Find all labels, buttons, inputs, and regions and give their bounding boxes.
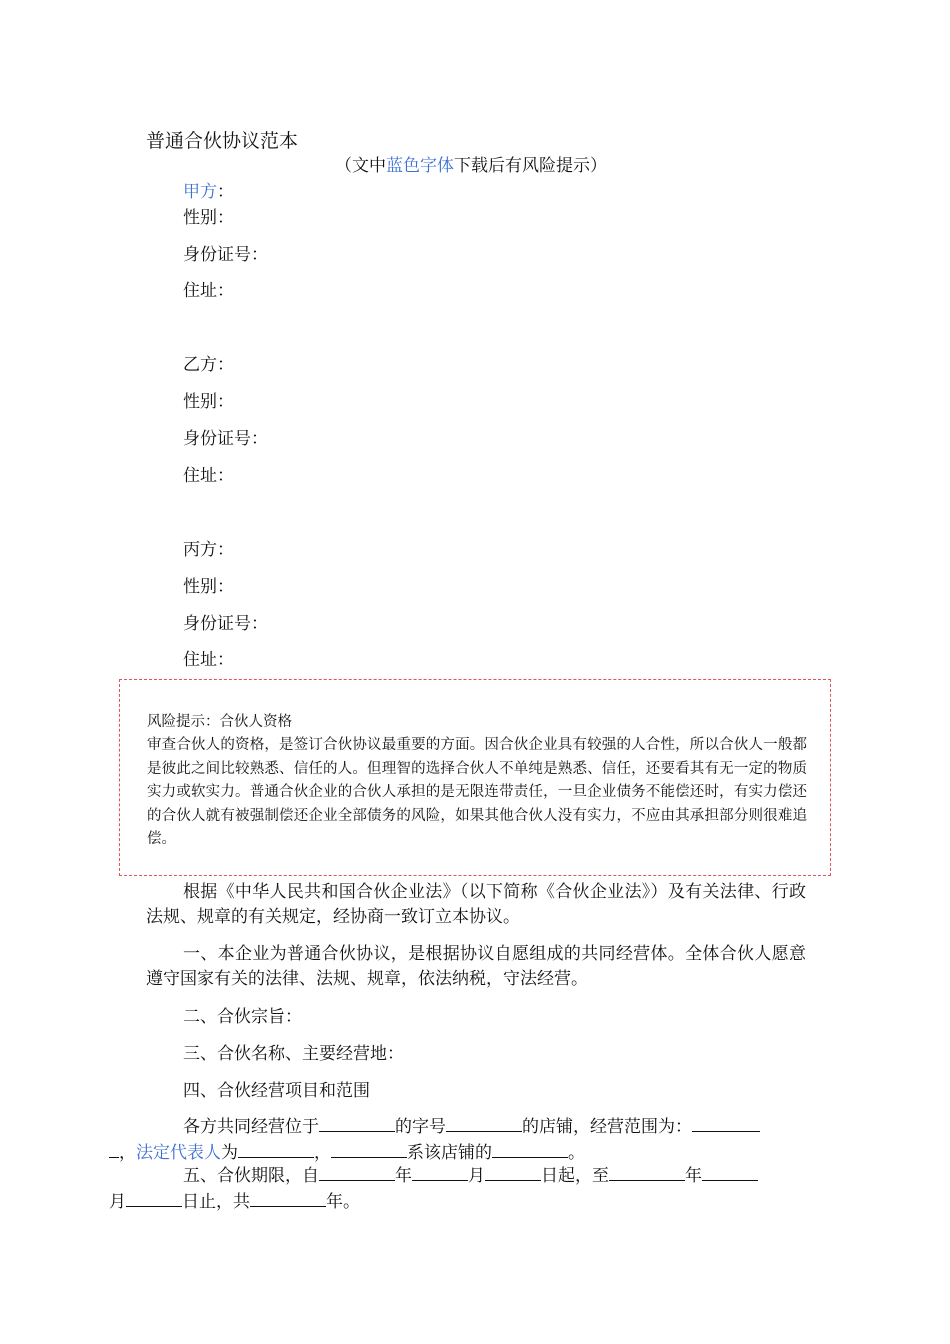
party-c-label: 丙方： xyxy=(183,540,234,560)
document-title: 普通合伙协议范本 xyxy=(146,130,299,152)
blank-total-years xyxy=(250,1189,326,1207)
risk-warning-body: 审查合伙人的资格，是签订合伙协议最重要的方面。因合伙企业具有较强的人合性，所以合伙人一般都是彼此之间比较熟悉、信任的人。但理智的选择合伙人不单纯是熟悉、信任，还要看其有无一定的物质实力或软实力。普通合伙企业的合伙人承担的是无限连带责任，一旦企业债务不能偿还时，有实力偿还的合伙人就有被强制偿还企业全部债务的风险，如果其他合伙人没有实力，不应由其承担部分则很难追偿。 xyxy=(147,737,807,848)
clause-4-text-b: 的字号 xyxy=(395,1117,446,1137)
party-c-id: 身份证号： xyxy=(183,614,268,634)
intro-paragraph: 根据《中华人民共和国合伙企业法》（以下简称《合伙企业法》）及有关法律、行政法规、规章的有关规定，经协商一致订立本协议。 xyxy=(146,882,806,927)
clause-5-text-d: 年。 xyxy=(326,1192,360,1212)
clause-4-text-d: ， xyxy=(119,1143,136,1163)
clause-2: 二、合伙宗旨： xyxy=(183,1007,302,1027)
legal-representative-text: 法定代表人 xyxy=(136,1143,221,1163)
party-c-gender: 性别： xyxy=(183,577,234,597)
clause-5-year-a: 年 xyxy=(395,1166,412,1186)
clause-4-text-g: 系该店铺的 xyxy=(407,1143,492,1163)
clause-5-text-b: 日起，至 xyxy=(541,1166,609,1186)
clause-5-month-a: 月 xyxy=(468,1166,485,1186)
blank-person xyxy=(331,1140,407,1158)
clause-5 xyxy=(109,1163,806,1215)
clause-1: 一、本企业为普通合伙协议，是根据协议自愿组成的共同经营体。全体合伙人愿意遵守国家有关的法律、法规、规章，依法纳税，守法经营。 xyxy=(146,944,806,989)
party-b-label: 乙方： xyxy=(183,355,234,375)
party-b-address: 住址： xyxy=(183,466,234,486)
blank-business-scope xyxy=(692,1114,760,1132)
clause-5-year-b: 年 xyxy=(685,1166,702,1186)
blank-end-month xyxy=(702,1163,758,1181)
blank-legal-rep xyxy=(238,1140,314,1158)
subtitle-blue-text: 蓝色字体 xyxy=(386,156,454,176)
party-a-colon: ： xyxy=(217,182,234,202)
blank-business-scope-cont xyxy=(109,1140,119,1158)
clause-4-detail xyxy=(119,1114,806,1166)
risk-warning-content xyxy=(147,711,807,851)
clause-4-text-a: 各方共同经营位于 xyxy=(183,1117,319,1137)
party-b-id: 身份证号： xyxy=(183,429,268,449)
clause-4-line2 xyxy=(109,1143,585,1163)
blank-start-month xyxy=(412,1163,468,1181)
clause-4-text-c: 的店铺，经营范围为： xyxy=(522,1117,692,1137)
party-a-id: 身份证号： xyxy=(183,245,268,265)
blank-location xyxy=(319,1114,395,1132)
party-a-address: 住址： xyxy=(183,281,234,301)
clause-5-month-b: 月 xyxy=(109,1192,126,1212)
blank-start-year xyxy=(319,1163,395,1181)
party-b-gender: 性别： xyxy=(183,392,234,412)
party-c-address: 住址： xyxy=(183,650,234,670)
clause-5-text-c: 日止，共 xyxy=(182,1192,250,1212)
clause-4-text-h: 。 xyxy=(568,1143,585,1163)
blank-shop-name xyxy=(446,1114,522,1132)
clause-5-text-a: 五、合伙期限，自 xyxy=(183,1166,319,1186)
risk-warning-box xyxy=(119,679,831,876)
clause-4-text-f: ， xyxy=(314,1143,331,1163)
clause-4: 四、合伙经营项目和范围 xyxy=(183,1081,370,1101)
blank-end-day xyxy=(126,1189,182,1207)
risk-warning-heading: 风险提示：合伙人资格 xyxy=(147,714,292,730)
document-subtitle xyxy=(335,151,607,176)
party-a-gender: 性别： xyxy=(183,208,234,228)
clause-5-line2 xyxy=(109,1192,360,1212)
party-a-label xyxy=(183,177,234,202)
blank-start-day xyxy=(485,1163,541,1181)
party-a-name: 甲方 xyxy=(183,182,217,202)
subtitle-suffix: 下载后有风险提示） xyxy=(454,156,607,176)
subtitle-prefix: （文中 xyxy=(335,156,386,176)
blank-end-year xyxy=(609,1163,685,1181)
blank-role xyxy=(492,1140,568,1158)
clause-3: 三、合伙名称、主要经营地： xyxy=(183,1044,404,1064)
clause-4-text-e: 为 xyxy=(221,1143,238,1163)
